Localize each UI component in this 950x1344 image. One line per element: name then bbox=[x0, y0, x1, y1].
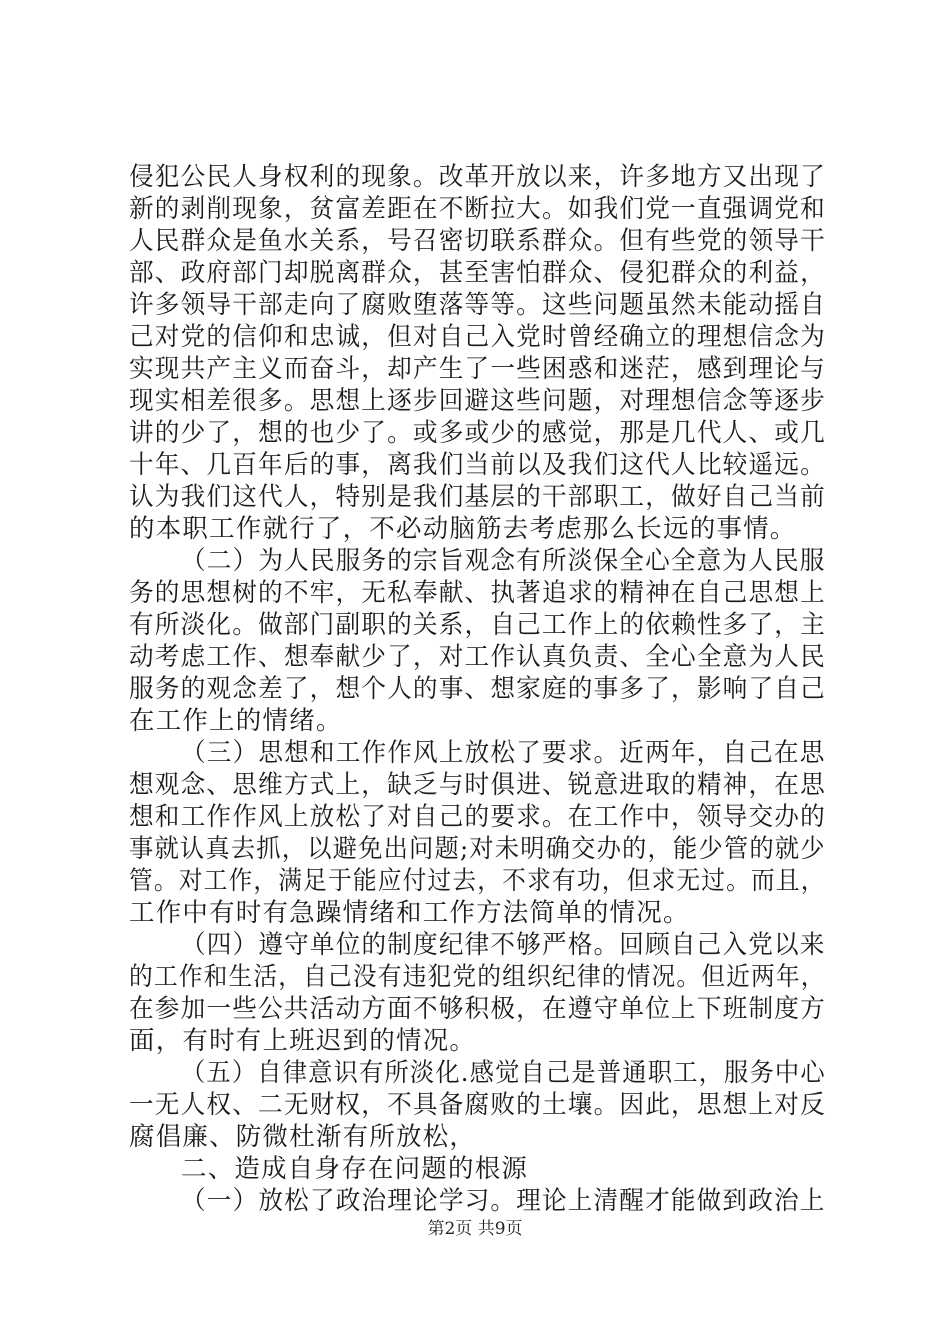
body-line: 在工作上的情绪。 bbox=[129, 706, 343, 736]
body-line: 面，有时有上班迟到的情况。 bbox=[129, 1026, 477, 1056]
body-line: 动考虑工作、想奉献少了，对工作认真负责、全心全意为人民 bbox=[129, 642, 826, 672]
body-line: 部、政府部门却脱离群众，甚至害怕群众、侵犯群众的利益， bbox=[129, 258, 826, 288]
page-footer: 第2页 共9页 bbox=[427, 1219, 523, 1239]
body-line: 现实相差很多。思想上逐步回避这些问题，对理想信念等逐步 bbox=[129, 386, 826, 416]
body-line: 想观念、思维方式上，缺乏与时俱进、锐意进取的精神，在思 bbox=[129, 770, 826, 800]
paragraph-heading-line: （五）自律意识有所淡化.感觉自己是普通职工，服务中心 bbox=[181, 1058, 826, 1088]
body-line: 的工作和生活，自己没有违犯党的组织纪律的情况。但近两年， bbox=[129, 962, 826, 992]
paragraph-heading-line: （四）遵守单位的制度纪律不够严格。回顾自己入党以来 bbox=[181, 930, 826, 960]
body-line: 人民群众是鱼水关系，号召密切联系群众。但有些党的领导干 bbox=[129, 226, 826, 256]
body-line: 在参加一些公共活动方面不够积极，在遵守单位上下班制度方 bbox=[129, 994, 826, 1024]
body-line: 务的思想树的不牢，无私奉献、执著追求的精神在自己思想上 bbox=[129, 578, 826, 608]
body-line: 十年、几百年后的事，离我们当前以及我们这代人比较遥远。 bbox=[129, 450, 826, 480]
body-line: 的本职工作就行了，不必动脑筋去考虑那么长远的事情。 bbox=[129, 514, 797, 544]
body-line: 新的剥削现象，贫富差距在不断拉大。如我们党一直强调党和 bbox=[129, 194, 826, 224]
body-line: 服务的观念差了，想个人的事、想家庭的事多了，影响了自己 bbox=[129, 674, 826, 704]
body-line: 认为我们这代人，特别是我们基层的干部职工，做好自己当前 bbox=[129, 482, 826, 512]
body-line: 有所淡化。做部门副职的关系，自己工作上的依赖性多了，主 bbox=[129, 610, 826, 640]
body-line: 许多领导干部走向了腐败堕落等等。这些问题虽然未能动摇自 bbox=[129, 290, 826, 320]
body-line: 事就认真去抓，以避免出问题;对未明确交办的，能少管的就少 bbox=[129, 834, 826, 864]
body-line: 腐倡廉、防微杜渐有所放松， bbox=[129, 1122, 477, 1152]
section-heading: 二、造成自身存在问题的根源 bbox=[181, 1154, 529, 1184]
body-line: 想和工作作风上放松了对自己的要求。在工作中，领导交办的 bbox=[129, 802, 826, 832]
body-line: 己对党的信仰和忠诚，但对自己入党时曾经确立的理想信念为 bbox=[129, 322, 826, 352]
body-line: 一无人权、二无财权，不具备腐败的土壤。因此，思想上对反 bbox=[129, 1090, 826, 1120]
body-line: 管。对工作，满足于能应付过去，不求有功，但求无过。而且， bbox=[129, 866, 826, 896]
paragraph-heading-line: （三）思想和工作作风上放松了要求。近两年，自己在思 bbox=[181, 738, 826, 768]
body-line: 侵犯公民人身权利的现象。改革开放以来，许多地方又出现了 bbox=[129, 162, 826, 192]
paragraph-heading-line: （一）放松了政治理论学习。理论上清醒才能做到政治上 bbox=[181, 1186, 826, 1216]
body-line: 讲的少了，想的也少了。或多或少的感觉，那是几代人、或几 bbox=[129, 418, 826, 448]
body-line: 工作中有时有急躁情绪和工作方法简单的情况。 bbox=[129, 898, 690, 928]
paragraph-heading-line: （二）为人民服务的宗旨观念有所淡保全心全意为人民服 bbox=[181, 546, 826, 576]
body-line: 实现共产主义而奋斗，却产生了一些困惑和迷茫，感到理论与 bbox=[129, 354, 826, 384]
